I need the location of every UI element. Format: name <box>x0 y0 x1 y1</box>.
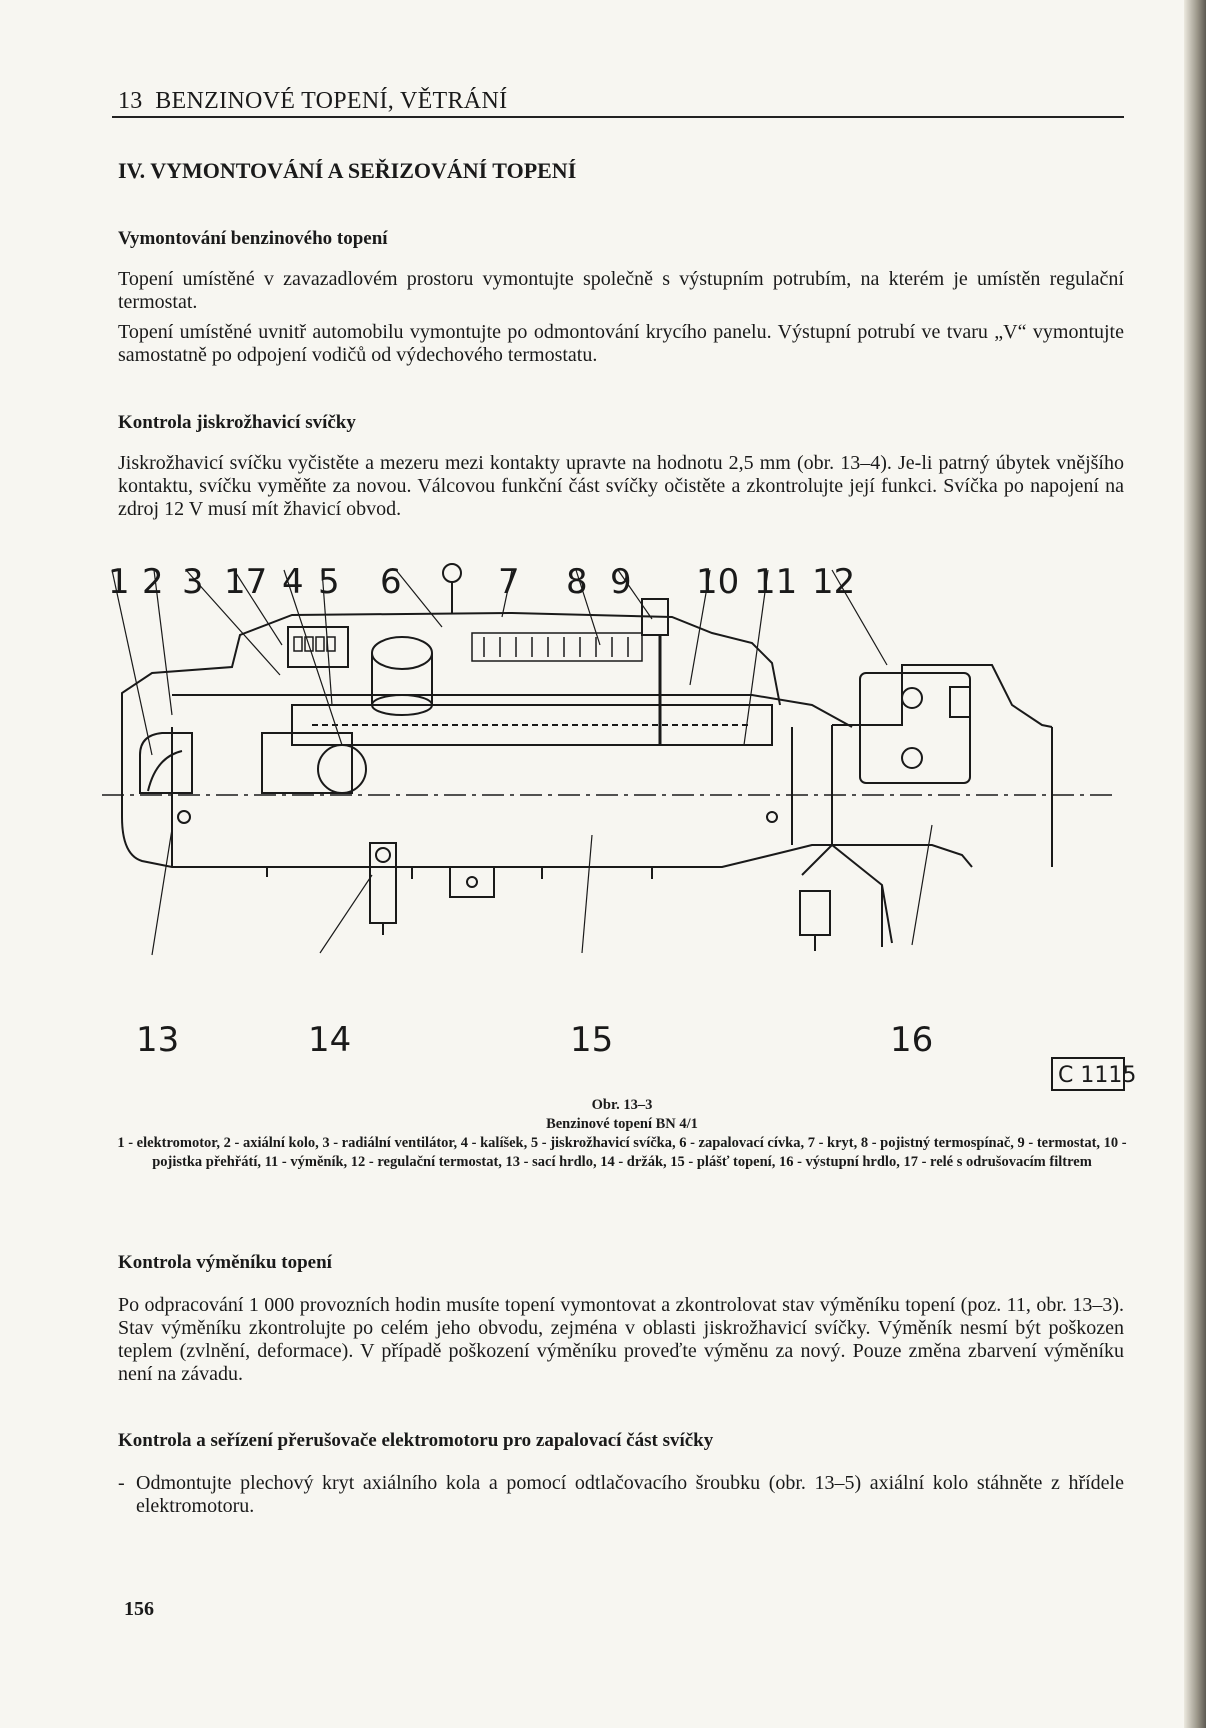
exchanger-heading: Kontrola výměníku topení <box>118 1252 332 1273</box>
bottom-callouts <box>136 1020 933 1060</box>
exchanger-paragraph: Po odpracování 1 000 provozních hodin musíte topení vymontovat a zkontrolovat stav výměníku topení (poz. 11, obr. 13–3). Stav výměníku zkontrolujte po celém jeho obvodu, zejména v oblasti jiskrožhavicí svíčky. Výměník nesmí být poškozen teplem (zvlnění, deformace). V případě poškození výměníku proveďte výměnu za nový. Pouze změna zbarvení výměníku není na závadu. <box>118 1294 1124 1385</box>
figure-caption <box>112 1096 1132 1172</box>
callout-6: 6 <box>380 562 402 602</box>
callout-11: 11 <box>754 562 798 602</box>
removal-paragraph-1: Topení umístěné v zavazadlovém prostoru vymontujte společně s výstupním potrubím, na kterém je umístěn regulační termostat. <box>118 268 1124 313</box>
ignition-coil <box>372 637 432 669</box>
page-number: 156 <box>124 1598 154 1620</box>
heater-shell <box>122 725 832 867</box>
chapter-number: 13 <box>118 88 143 114</box>
callout-8: 8 <box>566 562 588 602</box>
callout-9: 9 <box>610 562 632 602</box>
header-rule <box>112 116 1124 118</box>
callout-3: 3 <box>182 562 204 602</box>
callout-2: 2 <box>142 562 164 602</box>
mount-plate <box>450 867 494 897</box>
callout-17: 17 <box>224 562 268 602</box>
glow-plug-paragraph: Jiskrožhavicí svíčku vyčistěte a mezeru mezi kontakty upravte na hodnotu 2,5 mm (obr. 13–4). Je-li patrný úbytek vnějšího kontaktu, svíčku vyměňte za novou. Válcovou funkční část svíčky očistěte a zkontrolujte její funkci. Svíčka po napojení na zdroj 12 V musí mít žhavicí obvod. <box>118 452 1124 520</box>
electric-motor <box>140 733 192 793</box>
callout-14: 14 <box>308 1020 352 1060</box>
glow-plug-heading: Kontrola jiskrožhavicí svíčky <box>118 412 356 433</box>
callout-13: 13 <box>136 1020 180 1060</box>
section-title: IV. VYMONTOVÁNÍ A SEŘIZOVÁNÍ TOPENÍ <box>118 158 577 183</box>
running-header <box>118 88 1124 115</box>
radial-fan <box>262 733 352 793</box>
breaker-list-item-text: Odmontujte plechový kryt axiálního kola a pomocí odtlačovacího šroubku (obr. 13–5) axiální kolo stáhněte z hřídele elektromotoru. <box>136 1472 1124 1517</box>
cover-knob <box>443 564 461 582</box>
relay-filter <box>288 627 348 667</box>
callout-4: 4 <box>282 562 304 602</box>
page-edge-shadow <box>1184 0 1206 1728</box>
outlet-relay <box>800 891 830 935</box>
callout-5: 5 <box>318 562 340 602</box>
heater-cross-section-figure <box>108 555 1137 1095</box>
intake-mark <box>178 811 190 823</box>
removal-paragraph-2: Topení umístěné uvnitř automobilu vymontujte po odmontování krycího panelu. Výstupní potrubí ve tvaru „V“ vymontujte samostatně po odpojení vodičů od výdechového termostatu. <box>118 321 1124 366</box>
caption-figure-title: Benzinové topení BN 4/1 <box>546 1116 698 1132</box>
breaker-list-item: - Odmontujte plechový kryt axiálního kola a pomocí odtlačovacího šroubku (obr. 13–5) axiální kolo stáhněte z hřídele elektromotoru. <box>118 1472 1124 1517</box>
holder-bracket <box>370 843 396 923</box>
callout-7: 7 <box>498 562 520 602</box>
breaker-heading: Kontrola a seřízení přerušovače elektromotoru pro zapalovací část svíčky <box>118 1430 714 1451</box>
callout-1: 1 <box>108 562 130 602</box>
chapter-title: BENZINOVÉ TOPENÍ, VĚTRÁNÍ <box>155 88 508 114</box>
cup <box>318 745 366 793</box>
callout-12: 12 <box>812 562 856 602</box>
caption-figure-number: Obr. 13–3 <box>591 1097 653 1113</box>
cover-outline <box>122 613 780 727</box>
outlet-flange <box>832 665 1052 727</box>
removal-heading: Vymontování benzinového topení <box>118 228 388 249</box>
callout-16: 16 <box>890 1020 934 1060</box>
callout-10: 10 <box>696 562 740 602</box>
top-callouts <box>108 562 855 602</box>
callout-15: 15 <box>570 1020 614 1060</box>
figure-code: C 1115 <box>1058 1063 1137 1088</box>
caption-legend: 1 - elektromotor, 2 - axiální kolo, 3 - radiální ventilátor, 4 - kalíšek, 5 - jiskrožhavicí svíčka, 6 - zapalovací cívka, 7 - kryt, 8 - pojistný termospínač, 9 - termostat, 10 - pojistka přehřátí, 11 - výměník, 12 - regulační termostat, 13 - sací hrdlo, 14 - držák, 15 - plášť topení, 16 - výstupní hrdlo, 17 - relé s odrušovacím filtrem <box>117 1135 1127 1170</box>
terminal-strip <box>472 633 642 661</box>
